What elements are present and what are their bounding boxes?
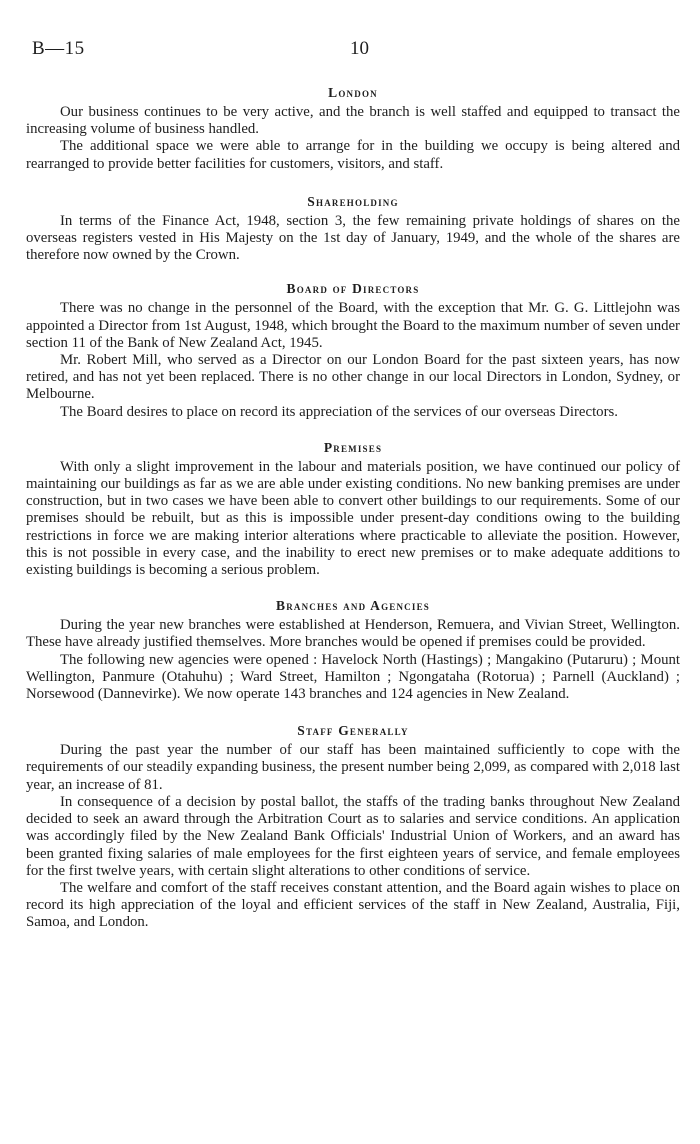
paragraph: Mr. Robert Mill, who served as a Director on our London Board for the past sixteen years, has now retired, and has not yet been replaced. There is no other change in our local Directors in London, Sydney, or Melbourne.	[26, 352, 680, 403]
document-body	[26, 84, 680, 932]
section-premises	[26, 439, 680, 579]
section-branches-and-agencies	[26, 597, 680, 703]
paragraph: During the year new branches were established at Henderson, Remuera, and Vivian Street, Wellington. These have already justified themselves. More branches would be opened if premises could be provided.	[26, 617, 680, 651]
paragraph: Our business continues to be very active, and the branch is well staffed and equipped to transact the increasing volume of business handled.	[26, 104, 680, 138]
section-london	[26, 84, 680, 173]
paragraph: There was no change in the personnel of the Board, with the exception that Mr. G. G. Littlejohn was appointed a Director from 1st August, 1948, which brought the Board to the maximum number of seven under section 11 of the Bank of New Zealand Act, 1945.	[26, 300, 680, 351]
paragraph: The welfare and comfort of the staff receives constant attention, and the Board again wishes to place on record its high appreciation of the loyal and efficient services of the staff in New Zealand, Australia, Fiji, Samoa, and London.	[26, 879, 680, 931]
section-heading: Branches and Agencies	[276, 598, 430, 614]
section-heading: Premises	[323, 439, 383, 455]
paragraph: In consequence of a decision by postal ballot, the staffs of the trading banks throughout New Zealand decided to seek an award through the Arbitration Court as to salaries and service conditions. An application was accordingly filed by the New Zealand Bank Officials' Industrial Union of Workers, and an award has been granted fixing salaries of male employees for the first eighteen years of service, and female employees for the first twelve years, with certain slight alterations to other conditions of service.	[26, 793, 680, 879]
page-number: 10	[350, 38, 369, 59]
paragraph: The Board desires to place on record its appreciation of the services of our overseas Directors.	[60, 403, 618, 420]
section-heading: Shareholding	[307, 193, 399, 209]
document-reference: B—15	[32, 38, 85, 59]
section-staff-generally	[26, 722, 680, 931]
section-heading: London	[328, 85, 378, 100]
paragraph: The additional space we were able to arrange for in the building we occupy is being altered and rearranged to provide better facilities for customers, visitors, and staff.	[26, 138, 680, 172]
section-heading: Staff Generally	[297, 723, 409, 739]
section-board-of-directors	[26, 280, 680, 420]
paragraph: The following new agencies were opened : Havelock North (Hastings) ; Mangakino (Putaruru) ; Mount Wellington, Panmure (Otahuhu) ; Ward Street, Hamilton ; Ngongataha (Rotorua) ; Parnell (Auckland) ; Norsewood (Dannevirke). We now operate 143 branches and 124 agencies in New Zealand.	[26, 651, 680, 703]
paragraph: With only a slight improvement in the labour and materials position, we have continued our policy of maintaining our buildings as far as we are able under existing conditions. No new banking premises are under construction, but in two cases we have been able to convert other buildings to our requirements. Some of our premises should be rebuilt, but as this is impossible under present-day conditions owing to the building restrictions in force we are making interior alterations where practicable to alleviate the position. However, this is not possible in every case, and the inability to erect new premises or to make adequate additions to existing buildings is becoming a serious problem.	[26, 458, 680, 579]
section-heading: Board of Directors	[286, 281, 420, 297]
section-shareholding	[26, 193, 680, 265]
paragraph: In terms of the Finance Act, 1948, section 3, the few remaining private holdings of shares on the overseas registers vested in His Majesty on the 1st day of January, 1949, and the whole of the shares are therefore now owned by the Crown.	[26, 212, 680, 264]
paragraph: During the past year the number of our staff has been maintained sufficiently to cope with the requirements of our steadily expanding business, the present number being 2,099, as compared with 2,018 last year, an increase of 81.	[26, 742, 680, 793]
